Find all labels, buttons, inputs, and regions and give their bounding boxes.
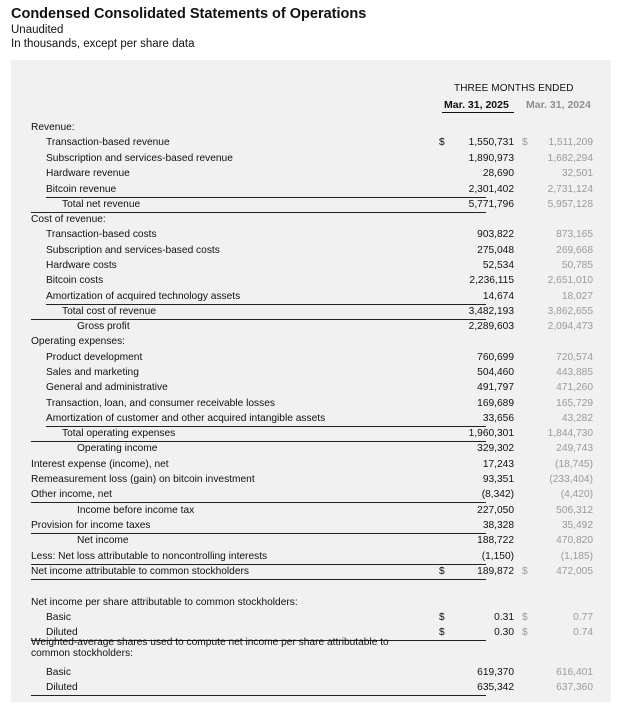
row-label: Less: Net loss attributable to noncontrolling interests bbox=[31, 551, 268, 562]
statement-row bbox=[0, 319, 621, 334]
statement-row bbox=[0, 411, 621, 426]
row-label: Total cost of revenue bbox=[62, 306, 157, 317]
prior-value: (4,420) bbox=[560, 489, 593, 500]
currency-symbol: $ bbox=[439, 627, 445, 638]
row-divider bbox=[31, 579, 486, 580]
statement-row bbox=[0, 380, 621, 395]
page-subtitle: Unaudited bbox=[11, 24, 64, 36]
statement-row bbox=[0, 610, 621, 625]
statement-row bbox=[0, 197, 621, 212]
statement-row bbox=[0, 564, 621, 579]
current-value: 14,674 bbox=[482, 291, 514, 302]
currency-symbol: $ bbox=[439, 566, 445, 577]
prior-value: 616,401 bbox=[556, 667, 593, 678]
row-label: Transaction-based revenue bbox=[46, 137, 170, 148]
row-label: Transaction-based costs bbox=[46, 229, 157, 240]
current-value: 0.30 bbox=[494, 627, 514, 638]
prior-value: 43,282 bbox=[561, 413, 593, 424]
current-value: 227,050 bbox=[477, 505, 514, 516]
statement-row bbox=[0, 227, 621, 242]
current-value: 169,689 bbox=[477, 398, 514, 409]
statement-row bbox=[0, 457, 621, 472]
prior-value: (233,404) bbox=[549, 474, 593, 485]
currency-symbol-prior: $ bbox=[522, 627, 528, 638]
row-label: Basic bbox=[46, 612, 71, 623]
prior-value: 5,957,128 bbox=[547, 199, 593, 210]
current-value: 1,890,973 bbox=[468, 153, 514, 164]
current-period-header: Mar. 31, 2025 bbox=[444, 99, 509, 111]
currency-symbol-prior: $ bbox=[522, 137, 528, 148]
row-label: Remeasurement loss (gain) on bitcoin investment bbox=[31, 474, 255, 485]
current-value: 17,243 bbox=[482, 459, 514, 470]
statement-row bbox=[0, 487, 621, 502]
row-label: Total operating expenses bbox=[62, 428, 176, 439]
prior-value: 1,844,730 bbox=[547, 428, 593, 439]
statement-row bbox=[0, 151, 621, 166]
statement-row bbox=[0, 503, 621, 518]
period-header: THREE MONTHS ENDED bbox=[454, 83, 574, 94]
statement-row bbox=[0, 441, 621, 456]
row-label: Other income, net bbox=[31, 489, 112, 500]
current-value: 275,048 bbox=[477, 245, 514, 256]
row-label: Provision for income taxes bbox=[31, 520, 151, 531]
statement-row bbox=[0, 258, 621, 273]
row-label: Net income bbox=[77, 535, 129, 546]
row-label: Cost of revenue: bbox=[31, 214, 106, 225]
current-value: 1,550,731 bbox=[468, 137, 514, 148]
statement-row bbox=[0, 135, 621, 150]
row-divider bbox=[31, 695, 486, 696]
prior-value: 637,360 bbox=[556, 682, 593, 693]
statement-row bbox=[0, 680, 621, 695]
current-value: 5,771,796 bbox=[468, 199, 514, 210]
prior-value: 0.74 bbox=[573, 627, 593, 638]
prior-value: 249,743 bbox=[556, 443, 593, 454]
row-label: Basic bbox=[46, 667, 71, 678]
prior-value: 1,511,209 bbox=[548, 137, 593, 148]
statement-row bbox=[0, 472, 621, 487]
current-value: 635,342 bbox=[477, 682, 514, 693]
units-note: In thousands, except per share data bbox=[11, 38, 195, 50]
row-label: Weighted-average shares used to compute net income per share attributable to common stockholders: bbox=[31, 637, 389, 659]
statement-row bbox=[0, 289, 621, 304]
row-label: Amortization of customer and other acquired intangible assets bbox=[46, 413, 326, 424]
statement-row bbox=[0, 518, 621, 533]
current-value: (8,342) bbox=[481, 489, 514, 500]
row-label: Product development bbox=[46, 352, 143, 363]
current-value: 0.31 bbox=[494, 612, 514, 623]
prior-value: 443,885 bbox=[556, 367, 593, 378]
prior-value: 2,651,010 bbox=[547, 275, 593, 286]
current-value: 504,460 bbox=[477, 367, 514, 378]
prior-value: 472,005 bbox=[556, 566, 593, 577]
row-label: Transaction, loan, and consumer receivable losses bbox=[46, 398, 275, 409]
row-label: Operating expenses: bbox=[31, 336, 126, 347]
current-value: 2,289,603 bbox=[468, 321, 514, 332]
statement-row bbox=[0, 665, 621, 680]
row-label: Amortization of acquired technology assets bbox=[46, 291, 241, 302]
row-label: Net income per share attributable to common stockholders: bbox=[31, 597, 298, 608]
statement-row bbox=[0, 533, 621, 548]
prior-value: 50,785 bbox=[561, 260, 593, 271]
row-label: Diluted bbox=[46, 627, 78, 638]
current-value: (1,150) bbox=[481, 551, 514, 562]
current-value: 28,690 bbox=[482, 168, 514, 179]
current-value: 188,722 bbox=[477, 535, 514, 546]
prior-value: 0.77 bbox=[573, 612, 593, 623]
page-title: Condensed Consolidated Statements of Operations bbox=[11, 6, 367, 22]
current-value: 1,960,301 bbox=[468, 428, 514, 439]
prior-value: 471,260 bbox=[556, 382, 593, 393]
row-label: Operating income bbox=[77, 443, 158, 454]
row-label: Bitcoin revenue bbox=[46, 184, 117, 195]
statement-row bbox=[0, 182, 621, 197]
page-header bbox=[11, 5, 366, 51]
statement-row bbox=[0, 212, 621, 227]
current-value: 903,822 bbox=[477, 229, 514, 240]
current-value: 2,236,115 bbox=[469, 275, 514, 286]
prior-value: 165,729 bbox=[556, 398, 593, 409]
row-label: Hardware costs bbox=[46, 260, 117, 271]
current-value: 329,302 bbox=[477, 443, 514, 454]
statement-row bbox=[0, 350, 621, 365]
row-label: Income before income tax bbox=[77, 505, 195, 516]
statement-row bbox=[0, 334, 621, 349]
prior-value: (1,185) bbox=[560, 551, 593, 562]
statement-row bbox=[0, 549, 621, 564]
currency-symbol-prior: $ bbox=[522, 566, 528, 577]
row-label: Hardware revenue bbox=[46, 168, 130, 179]
prior-value: 18,027 bbox=[561, 291, 593, 302]
current-value: 3,482,193 bbox=[468, 306, 514, 317]
current-value: 491,797 bbox=[477, 382, 514, 393]
row-label: Sales and marketing bbox=[46, 367, 139, 378]
statement-row bbox=[0, 243, 621, 258]
prior-period-header: Mar. 31, 2024 bbox=[526, 99, 591, 111]
prior-value: 32,501 bbox=[561, 168, 593, 179]
currency-symbol-prior: $ bbox=[522, 612, 528, 623]
statement-row bbox=[0, 273, 621, 288]
current-value: 619,370 bbox=[477, 667, 514, 678]
statement-row bbox=[0, 426, 621, 441]
prior-value: 35,492 bbox=[561, 520, 593, 531]
prior-value: 470,820 bbox=[556, 535, 593, 546]
currency-symbol: $ bbox=[439, 137, 445, 148]
current-value: 760,699 bbox=[477, 352, 514, 363]
current-value: 189,872 bbox=[477, 566, 514, 577]
statement-row bbox=[0, 396, 621, 411]
prior-value: 720,574 bbox=[556, 352, 593, 363]
statement-row bbox=[0, 595, 621, 610]
statement-row bbox=[0, 304, 621, 319]
row-label: Bitcoin costs bbox=[46, 275, 104, 286]
prior-value: 2,094,473 bbox=[547, 321, 593, 332]
prior-value: (18,745) bbox=[555, 459, 593, 470]
row-label: Diluted bbox=[46, 682, 78, 693]
header-underline bbox=[442, 112, 514, 113]
row-label: Subscription and services-based costs bbox=[46, 245, 220, 256]
prior-value: 3,862,655 bbox=[547, 306, 593, 317]
current-value: 38,328 bbox=[482, 520, 514, 531]
row-label: Subscription and services-based revenue bbox=[46, 153, 233, 164]
prior-value: 269,668 bbox=[556, 245, 593, 256]
currency-symbol: $ bbox=[439, 612, 445, 623]
row-label: Total net revenue bbox=[62, 199, 141, 210]
prior-value: 873,165 bbox=[556, 229, 593, 240]
current-value: 2,301,402 bbox=[468, 184, 514, 195]
current-value: 52,534 bbox=[482, 260, 514, 271]
statement-row bbox=[0, 120, 621, 135]
row-label: Gross profit bbox=[77, 321, 130, 332]
row-label: Revenue: bbox=[31, 122, 75, 133]
row-label: General and administrative bbox=[46, 382, 168, 393]
current-value: 33,656 bbox=[482, 413, 514, 424]
statement-row bbox=[0, 637, 621, 659]
statement-row bbox=[0, 166, 621, 181]
statement-row bbox=[0, 365, 621, 380]
prior-value: 1,682,294 bbox=[547, 153, 593, 164]
prior-value: 506,312 bbox=[556, 505, 593, 516]
row-label: Net income attributable to common stockholders bbox=[31, 566, 250, 577]
current-value: 93,351 bbox=[482, 474, 514, 485]
row-label: Interest expense (income), net bbox=[31, 459, 169, 470]
prior-value: 2,731,124 bbox=[547, 184, 593, 195]
